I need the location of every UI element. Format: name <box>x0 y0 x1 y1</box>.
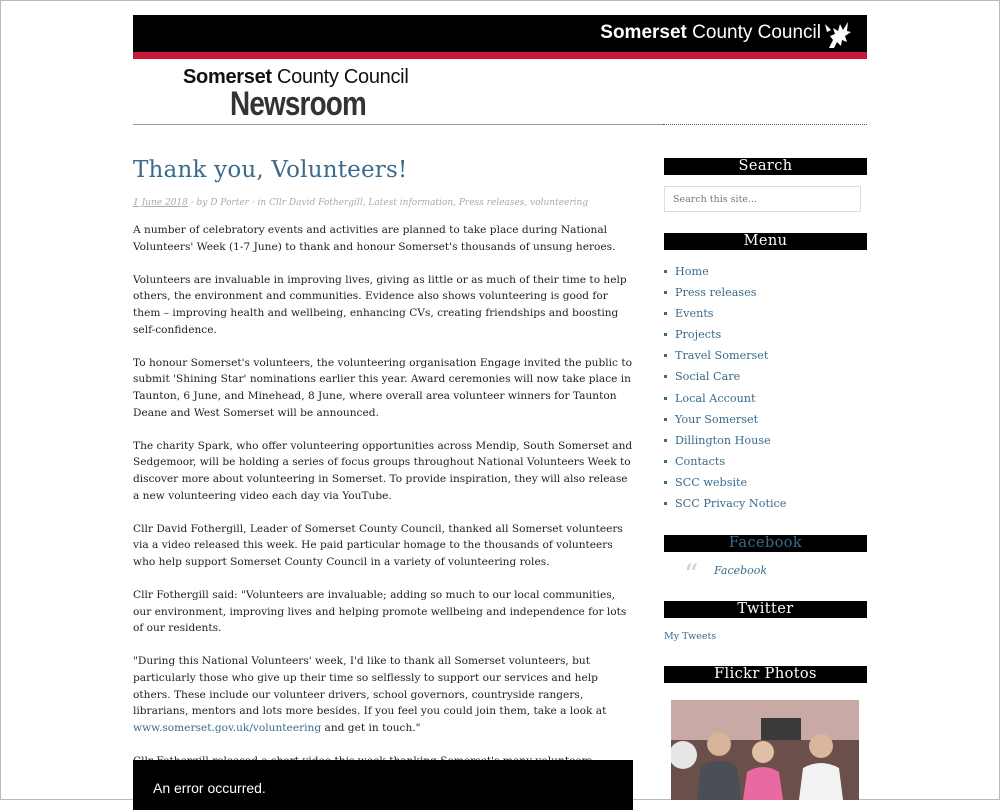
sidebar-menu <box>664 262 786 515</box>
header-divider-dotted <box>663 124 867 125</box>
menu-item-local-account[interactable]: Local Account <box>664 389 786 410</box>
volunteering-link[interactable]: www.somerset.gov.uk/volunteering <box>133 721 322 734</box>
menu-item-social-care[interactable]: Social Care <box>664 367 786 388</box>
article-paragraph: "During this National Volunteers' week, I'd like to thank all Somerset volunteers, but particularly those who give up their time so selflessly to support our services and help others. These include our volunteer drivers, school governors, countryside rangers, librarians, mentors and lots more besides. If you feel you could join them, take a look at www.somerset.gov.uk/volunteering and get in touch." <box>133 655 607 734</box>
article-paragraph: Cllr Fothergill said: "Volunteers are invaluable; adding so much to our local communities, our environment, improving lives and helping promote wellbeing and independence for lots of our residents. <box>133 589 627 635</box>
article-date[interactable]: 1 June 2018 <box>133 198 188 208</box>
menu-item-dillington-house[interactable]: Dillington House <box>664 431 786 452</box>
article-title[interactable]: Thank you, Volunteers! <box>133 157 408 183</box>
menu-item-events[interactable]: Events <box>664 304 786 325</box>
menu-item-press-releases[interactable]: Press releases <box>664 283 786 304</box>
menu-widget-title: Menu <box>664 233 867 250</box>
header-divider <box>133 124 663 125</box>
wyvern-crest-icon <box>823 18 853 50</box>
menu-item-travel-somerset[interactable]: Travel Somerset <box>664 346 786 367</box>
search-input[interactable] <box>664 186 861 212</box>
video-embed[interactable] <box>133 760 633 810</box>
menu-item-projects[interactable]: Projects <box>664 325 786 346</box>
top-bar-stripe <box>133 52 867 59</box>
page-wrapper <box>133 0 867 800</box>
facebook-link[interactable]: Facebook <box>714 564 768 577</box>
article-paragraph: Cllr David Fothergill, Leader of Somerset County Council, thanked all Somerset volunteers via a video released this week. He paid particular homage to the thousands of volunteers who help support Somerset County Council in a variety of volunteering roles. <box>133 522 623 568</box>
menu-item-contacts[interactable]: Contacts <box>664 452 786 473</box>
article-paragraph: The charity Spark, who offer volunteering opportunities across Mendip, South Somerset and Sedgemoor, will be holding a series of focus groups throughout National Volunteers Week to discover more about volunteering in Somerset. To provide inspiration, they will also release a new volunteering video each day via YouTube. <box>133 439 633 502</box>
facebook-widget-title[interactable]: Facebook <box>664 535 867 552</box>
article-paragraph: To honour Somerset's volunteers, the volunteering organisation Engage invited the public to submit 'Shining Star' nominations earlier this year. Award ceremonies will now take place in Taunton, 6 June, and Minehead, 8 June, where overall area volunteer winners for Taunton Deane and West Somerset will be announced. <box>133 356 632 419</box>
video-error-message: An error occurred. <box>153 780 266 796</box>
article <box>133 150 633 786</box>
menu-item-scc-website[interactable]: SCC website <box>664 473 786 494</box>
top-bar-brand[interactable]: Somerset County Council <box>600 22 821 43</box>
article-categories[interactable]: Cllr David Fothergill, Latest information, Press releases, volunteering <box>269 198 589 208</box>
twitter-widget-title: Twitter <box>664 601 867 618</box>
article-meta: 1 June 2018 · by D Porter · in Cllr David Fothergill, Latest information, Press releases, volunteering <box>133 198 589 208</box>
menu-item-your-somerset[interactable]: Your Somerset <box>664 410 786 431</box>
top-bar <box>133 15 867 52</box>
menu-item-home[interactable]: Home <box>664 262 786 283</box>
article-body <box>133 222 633 770</box>
search-widget-title: Search <box>664 158 867 175</box>
article-paragraph: A number of celebratory events and activities are planned to take place during National Volunteers' Week (1-7 June) to thank and honour Somerset's thousands of unsung heroes. <box>133 224 616 253</box>
article-paragraph: Volunteers are invaluable in improving lives, giving as little or as much of their time to help others, the environment and communities. Evidence also shows volunteering is good for them – improving health and wellbeing, enhancing CVs, creating friendships and boosting self-confidence. <box>133 273 627 336</box>
flickr-widget-title: Flickr Photos <box>664 666 867 683</box>
article-author[interactable]: D Porter <box>210 198 249 208</box>
newsroom-logo[interactable]: Somerset County Council Newsroom <box>183 66 409 123</box>
flickr-photo[interactable] <box>671 700 859 800</box>
quote-icon: “ <box>684 558 699 591</box>
my-tweets-link[interactable]: My Tweets <box>664 631 717 642</box>
menu-item-scc-privacy-notice[interactable]: SCC Privacy Notice <box>664 494 786 515</box>
